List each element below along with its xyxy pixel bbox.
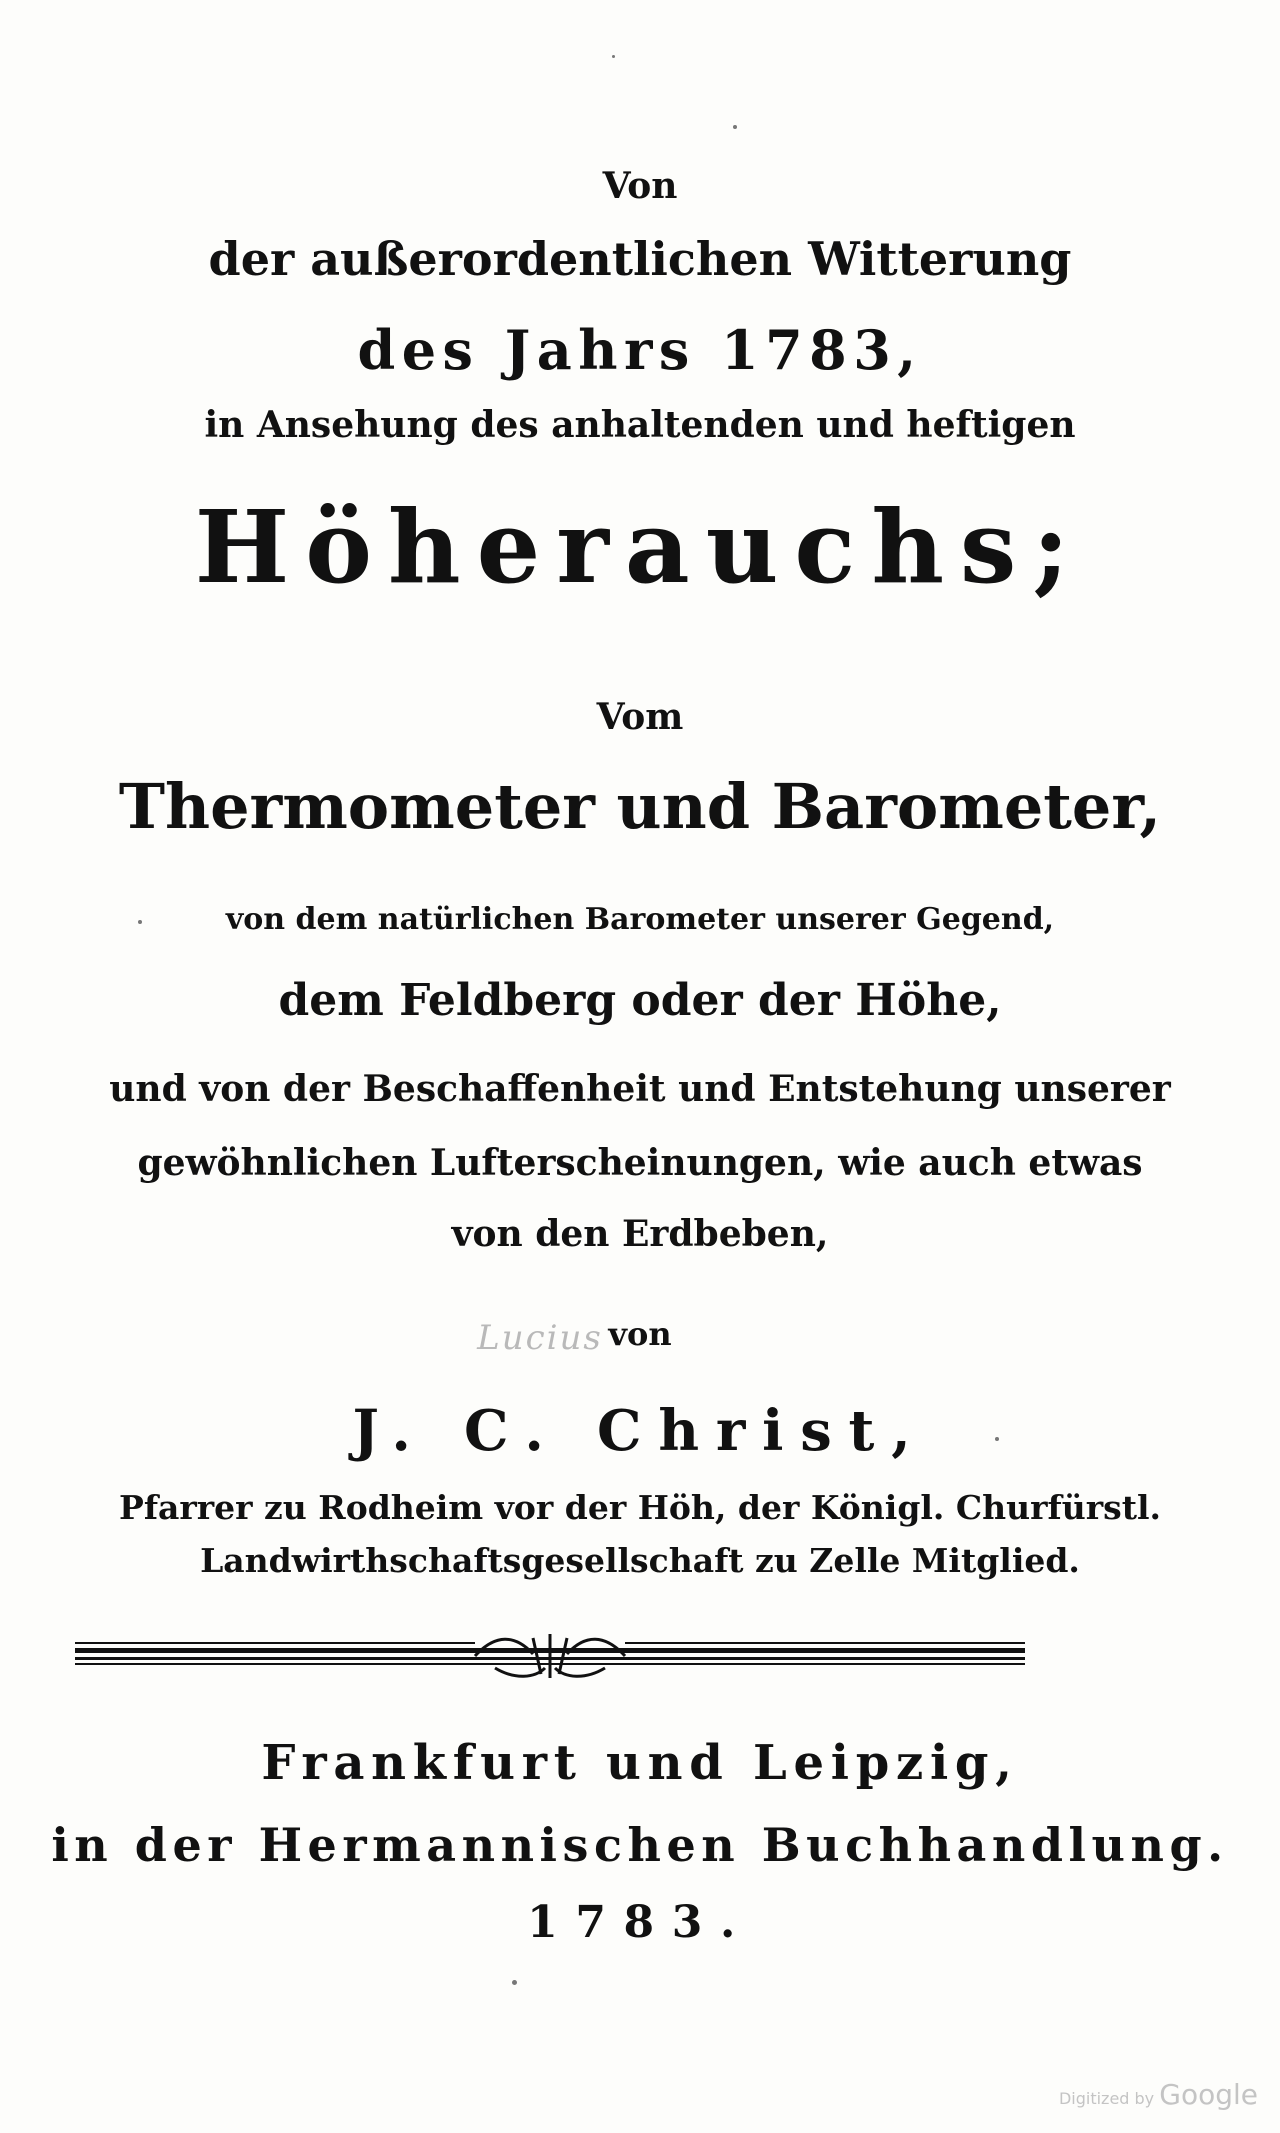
digitized-by-google-watermark [1059, 2078, 1258, 2111]
handwritten-annotation: Lucius [477, 1318, 603, 1358]
imprint-place: Frankfurt und Leipzig, [261, 1735, 1019, 1791]
title-line-earthquakes: von den Erdbeben, [451, 1213, 829, 1255]
main-title: Höherauchs; [194, 488, 1086, 606]
author-title-line-1: Pfarrer zu Rodheim vor der Höh, der Königl. Churfürstl. [119, 1488, 1161, 1527]
watermark-brand: Google [1159, 2078, 1258, 2111]
speck [612, 55, 615, 58]
title-line-phenomena: gewöhnlichen Lufterscheinungen, wie auch etwas [137, 1142, 1143, 1184]
title-line-feldberg: dem Feldberg oder der Höhe, [278, 975, 1002, 1026]
subtitle-thermometer: Thermometer und Barometer, [118, 770, 1162, 843]
watermark-prefix: Digitized by [1058, 2089, 1155, 2108]
author-title-line-2: Landwirthschaftsgesellschaft zu Zelle Mitglied. [200, 1541, 1080, 1580]
speck [138, 920, 142, 924]
ornamental-rule [75, 1628, 1025, 1684]
title-line-year: des Jahrs 1783, [357, 318, 923, 382]
title-line-weather: der außerordentlichen Witterung [208, 232, 1072, 286]
imprint-publisher: in der Hermannischen Buchhandlung. [51, 1818, 1229, 1872]
imprint-year: 1783. [527, 1897, 753, 1948]
title-line-natural-barometer: von dem natürlichen Barometer unserer Gegend, [225, 902, 1055, 937]
title-line-nature: und von der Beschaffenheit und Entstehung unserer [109, 1068, 1171, 1110]
speck [733, 125, 737, 129]
title-line-by: von [608, 1315, 672, 1353]
title-line-vom: Vom [596, 696, 684, 738]
speck [512, 1980, 517, 1985]
author-name: J. C. Christ, [352, 1398, 928, 1464]
title-line-regarding: in Ansehung des anhaltenden und heftigen [204, 404, 1076, 446]
speck [995, 1437, 999, 1441]
title-line-von: Von [602, 165, 678, 207]
